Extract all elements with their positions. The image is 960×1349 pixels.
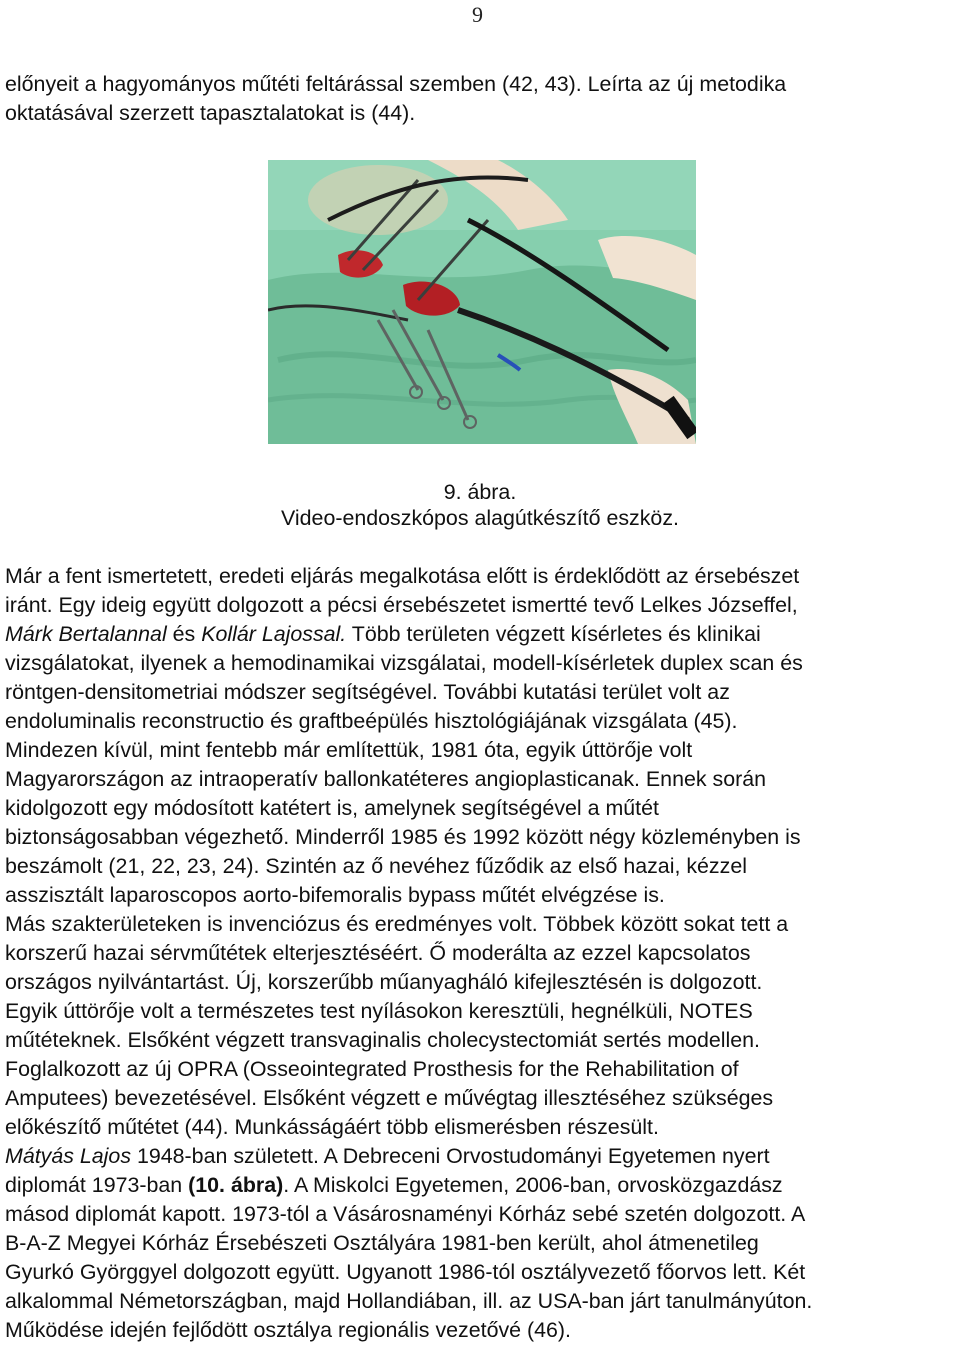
text-line	[5, 997, 955, 1026]
surgery-photo-illustration	[268, 160, 696, 444]
text-line	[5, 1084, 955, 1113]
text-line	[5, 1055, 955, 1084]
surgery-photo	[268, 160, 696, 444]
text-run: Egyik úttörője volt a természetes test nyílásokon keresztüli, hegnélküli, NOTES	[5, 999, 753, 1023]
text-line	[5, 968, 955, 997]
text-line	[5, 881, 955, 910]
text-line	[5, 1026, 955, 1055]
text-run: előkészítő műtétet (44). Munkásságáért több elismerésben részesült.	[5, 1115, 659, 1139]
text-line	[5, 1287, 955, 1316]
text-run: Működése idején fejlődött osztálya regionális vezetővé (46).	[5, 1318, 571, 1342]
text-run: másod diplomát kapott. 1973-tól a Vásárosnaményi Kórház sebé szetén dolgozott. A	[5, 1202, 806, 1226]
text-run: Gyurkó Györggyel dolgozott együtt. Ugyanott 1986-tól osztályvezető főorvos lett. Két	[5, 1260, 806, 1284]
text-line	[5, 620, 955, 649]
text-run: diplomát 1973-ban	[5, 1173, 189, 1197]
body-paragraph	[5, 562, 955, 1345]
text-run: Amputees) bevezetésével. Elsőként végzett e művégtag illesztéséhez szükséges	[5, 1086, 774, 1110]
text-run: Több területen végzett kísérletes és klinikai	[346, 622, 761, 646]
text-line	[5, 939, 955, 968]
text-run: röntgen-densitometriai módszer segítségével. További kutatási terület volt az	[5, 680, 730, 704]
figure-reference: (10. ábra)	[188, 1173, 284, 1197]
text-line	[5, 562, 955, 591]
text-line	[5, 1200, 955, 1229]
text-run: Magyarországon az intraoperatív ballonkatéteres angioplasticanak. Ennek során	[5, 767, 767, 791]
text-line	[5, 1113, 955, 1142]
italic-name: Kollár Lajossal.	[201, 622, 347, 646]
text-run: . A Miskolci Egyetemen, 2006-ban, orvosközgazdász	[283, 1173, 783, 1197]
text-line	[5, 910, 955, 939]
text-run: és	[166, 622, 202, 646]
text-line	[5, 591, 955, 620]
text-line	[5, 1229, 955, 1258]
text-run: B-A-Z Megyei Kórház Érsebészeti Osztályára 1981-ben került, ahol átmenetileg	[5, 1231, 759, 1255]
text-run: kidolgozott egy módosított katétert is, amelynek segítségével a műtét	[5, 796, 659, 820]
text-line: előnyeit a hagyományos műtéti feltárással szemben (42, 43). Leírta az új metodika	[5, 72, 787, 96]
text-run: korszerű hazai sérvműtétek elterjesztéséért. Ő moderálta az ezzel kapcsolatos	[5, 941, 751, 965]
text-line	[5, 678, 955, 707]
page-number: 9	[472, 2, 483, 27]
text-line	[5, 765, 955, 794]
text-run: műtéteknek. Elsőként végzett transvaginalis cholecystectomiát sertés modellen.	[5, 1028, 760, 1052]
text-run: endoluminalis reconstructio és graftbeépülés hisztológiájának vizsgálata (45).	[5, 709, 738, 733]
text-line	[5, 1316, 955, 1345]
text-line	[5, 1142, 955, 1171]
italic-name: Mátyás Lajos	[5, 1144, 132, 1168]
text-run: vizsgálatokat, ilyenek a hemodinamikai vizsgálatai, modell-kísérletek duplex scan és	[5, 651, 803, 675]
figure-caption: Video-endoszkópos alagútkészítő eszköz.	[281, 506, 679, 530]
text-run: Más szakterületeken is invenciózus és eredményes volt. Többek között sokat tett a	[5, 912, 789, 936]
text-run: 1948-ban született. A Debreceni Orvostudományi Egyetemen nyert	[131, 1144, 770, 1168]
text-run: Már a fent ismertetett, eredeti eljárás megalkotása előtt is érdeklődött az érsebészet	[5, 564, 800, 588]
text-run: alkalommal Németországban, majd Hollandiában, ill. az USA-ban járt tanulmányúton.	[5, 1289, 813, 1313]
text-line	[5, 707, 955, 736]
text-run: biztonságosabban végezhető. Minderről 1985 és 1992 között négy közleményben is	[5, 825, 801, 849]
text-line	[5, 1171, 955, 1200]
text-run: iránt. Egy ideig együtt dolgozott a pécsi érsebészetet ismertté tevő Lelkes Józseffel,	[5, 593, 798, 617]
text-line	[5, 823, 955, 852]
text-line	[5, 736, 955, 765]
intro-paragraph	[5, 70, 955, 128]
text-line	[5, 794, 955, 823]
figure-number: 9. ábra.	[443, 480, 517, 504]
text-line	[5, 649, 955, 678]
text-run: országos nyilvántartást. Új, korszerűbb műanyagháló kifejlesztésén is dolgozott.	[5, 970, 763, 994]
text-line: oktatásával szerzett tapasztalatokat is (44).	[5, 101, 416, 125]
text-line	[5, 1258, 955, 1287]
italic-name: Márk Bertalannal	[5, 622, 167, 646]
text-run: beszámolt (21, 22, 23, 24). Szintén az ő nevéhez fűződik az első hazai, kézzel	[5, 854, 747, 878]
text-run: asszisztált laparoscopos aorto-bifemoralis bypass műtét elvégzése is.	[5, 883, 665, 907]
text-line	[5, 852, 955, 881]
text-run: Foglalkozott az új OPRA (Osseointegrated Prosthesis for the Rehabilitation of	[5, 1057, 739, 1081]
text-run: Mindezen kívül, mint fentebb már említettük, 1981 óta, egyik úttörője volt	[5, 738, 693, 762]
